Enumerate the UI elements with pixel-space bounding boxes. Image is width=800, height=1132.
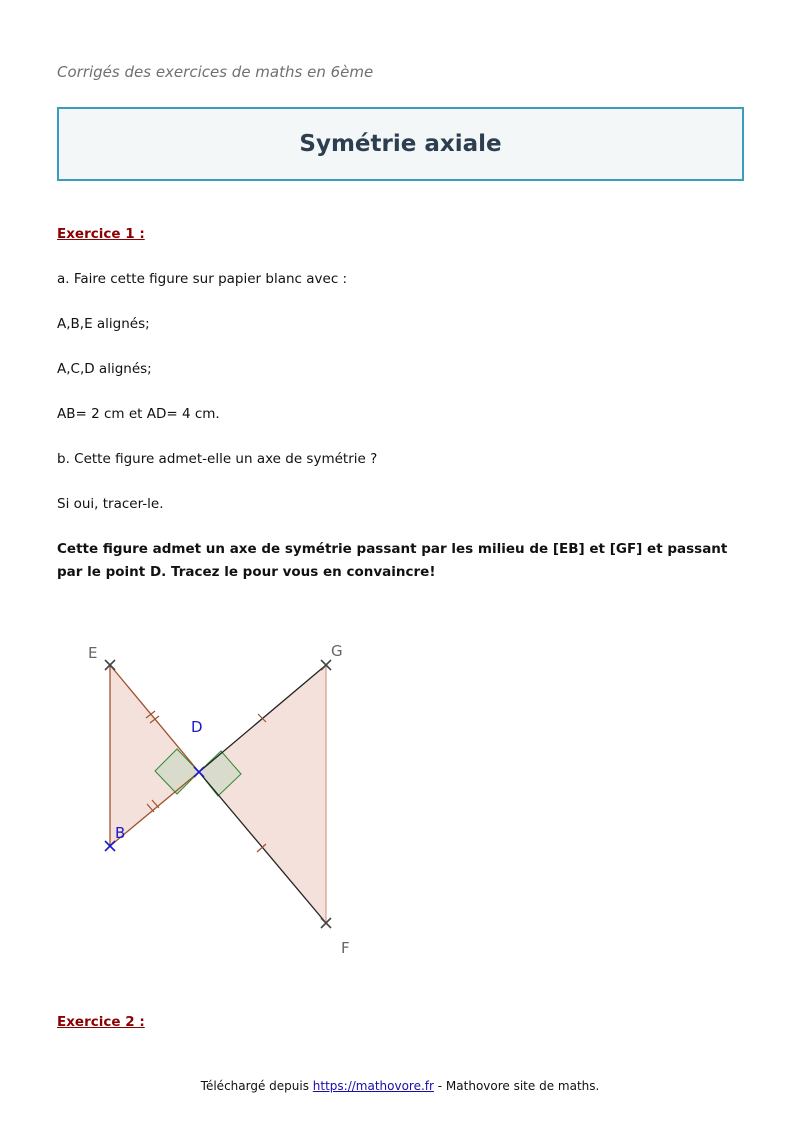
page-title: Symétrie axiale <box>299 131 502 157</box>
exercise-1-answer: Cette figure admet un axe de symétrie passant par les milieu de [EB] et [GF] et passant par le point D. Tracez le pour vous en convaincre! <box>57 541 728 580</box>
exercise-1-line-lengths: AB= 2 cm et AD= 4 cm. <box>57 406 220 422</box>
geometry-figure-svg <box>80 630 380 965</box>
footer-prefix: Téléchargé depuis <box>200 1079 313 1093</box>
page-header-subtitle: Corrigés des exercices de maths en 6ème <box>57 63 374 81</box>
page-footer <box>0 1079 800 1093</box>
geometry-figure <box>80 630 380 969</box>
label-e: E <box>88 644 98 662</box>
exercise-2-heading: Exercice 2 : <box>57 1014 145 1030</box>
label-d: D <box>191 718 203 736</box>
title-box <box>57 107 744 181</box>
label-b: B <box>115 824 126 842</box>
exercise-1-line-acd: A,C,D alignés; <box>57 361 152 377</box>
exercise-1-line-abe: A,B,E alignés; <box>57 316 150 332</box>
exercise-1-line-trace: Si oui, tracer-le. <box>57 496 164 512</box>
footer-suffix: - Mathovore site de maths. <box>433 1079 600 1093</box>
label-g: G <box>331 642 343 660</box>
exercise-1-line-b: b. Cette figure admet-elle un axe de symétrie ? <box>57 451 378 467</box>
exercise-1-line-a: a. Faire cette figure sur papier blanc avec : <box>57 271 348 287</box>
footer-link[interactable]: https://mathovore.fr <box>312 1079 434 1093</box>
exercise-1-heading: Exercice 1 : <box>57 226 145 242</box>
label-f: F <box>341 939 350 957</box>
